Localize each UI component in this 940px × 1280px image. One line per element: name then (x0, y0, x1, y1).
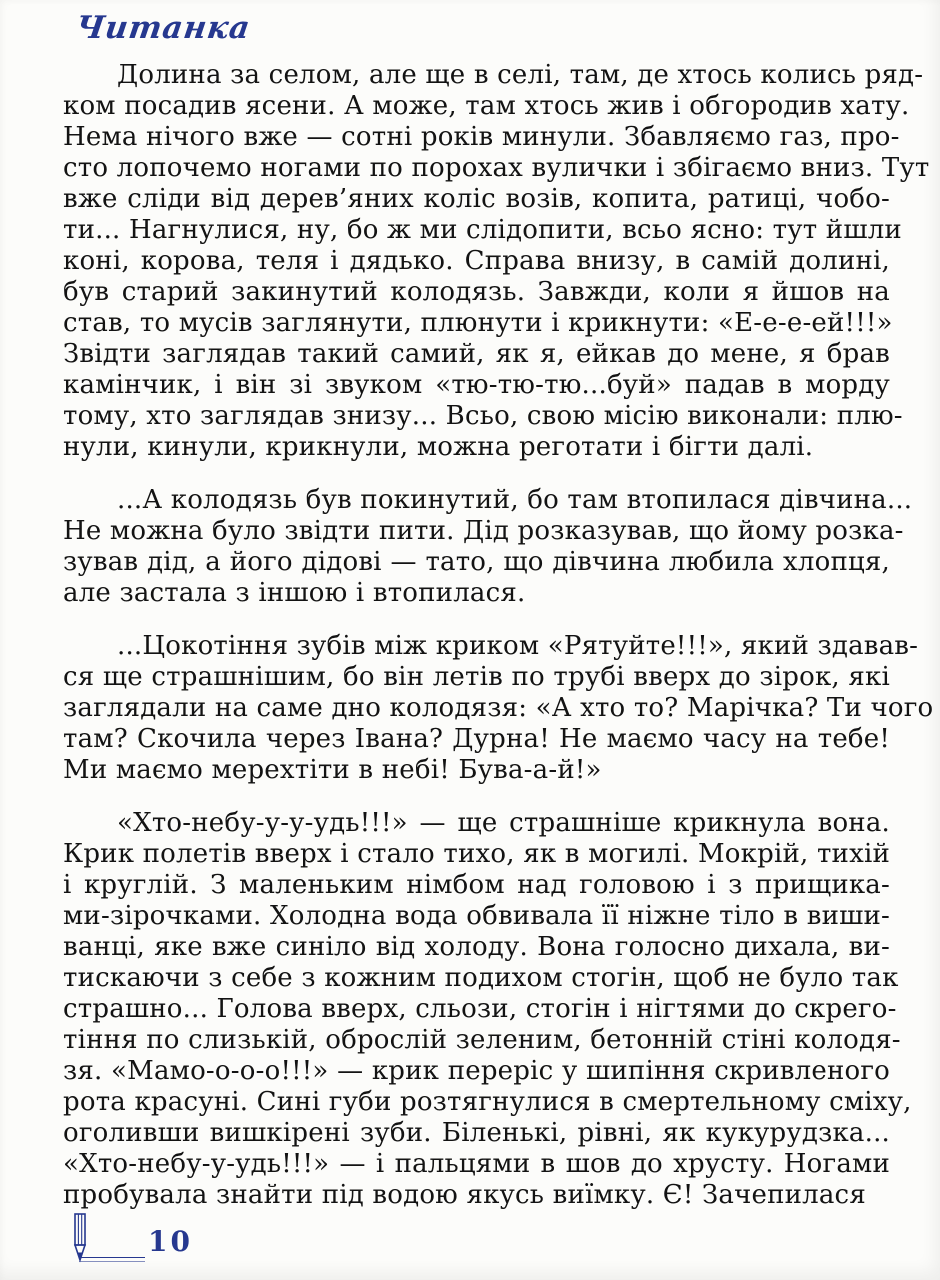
text-line: зував дід, а його дідові — тато, що дівчина любила хлопця, (63, 547, 890, 577)
text-line: коні, корова, теля і дядько. Справа внизу, в самій долині, (63, 246, 890, 276)
text-line: тискаючи з себе з кожним подихом стогін, щоб не було так (63, 963, 899, 993)
paragraph (63, 808, 912, 1211)
text-line: і круглій. З маленьким німбом над головою і з прищика- (63, 870, 890, 900)
text-line: Звідти заглядав такий самий, як я, ейкав до мене, я брав (63, 339, 890, 369)
text-line: рота красуні. Сині губи розтягнулися в смертельному сміху, (63, 1087, 912, 1117)
text-line: Ми маємо мерехтіти в небі! Бува-а-й!» (63, 755, 602, 785)
text-line: ...А колодязь був покинутий, бо там втопилася дівчина... (117, 485, 913, 515)
text-line: ми-зірочками. Холодна вода обвивала її ніжне тіло в виши- (63, 901, 890, 931)
paragraph (63, 485, 913, 609)
text-line: ти... Нагнулися, ну, бо ж ми слідопити, всьо ясно: тут йшли (63, 215, 902, 245)
text-line: нули, кинули, крикнули, можна реготати і бігти далі. (63, 432, 814, 462)
text-line: тіння по слизькій, оброслій зеленим, бетонній стіні колодя- (63, 1025, 901, 1055)
text-line: оголивши вишкірені зуби. Біленькі, рівні, як кукурудзка... (63, 1118, 890, 1148)
text-line: камінчик, і він зі звуком «тю-тю-тю...буй» падав в морду (63, 370, 890, 400)
page-number: 10 (148, 1225, 193, 1258)
text-line: Не можна було звідти пити. Дід розказував, що йому розка- (63, 516, 904, 546)
text-line: був старий закинутий колодязь. Завжди, коли я йшов на (63, 277, 890, 307)
text-column (63, 60, 934, 1211)
text-line: страшно... Голова вверх, сльози, стогін і нігтями до скрего- (63, 994, 897, 1024)
text-line: «Хто-небу-у-удь!!!» — і пальцями в шов до хрусту. Ногами (63, 1149, 890, 1179)
text-line: там? Скочила через Івана? Дурна! Не маємо часу на тебе! (63, 724, 890, 754)
text-line: сто лопочемо ногами по порохах вулички і збігаємо вниз. Тут (63, 153, 930, 183)
text-line: але застала з іншою і втопилася. (63, 578, 526, 608)
paragraph (63, 60, 930, 463)
text-line: ся ще страшнішим, бо він летів по трубі вверх до зірок, які (63, 662, 890, 692)
text-line: став, то мусів заглянути, плюнути і крикнути: «Е-е-е-ей!!!» (63, 308, 893, 338)
text-line: зя. «Мамо-о-о-о!!!» — крик переріс у шипіння скривленого (63, 1056, 890, 1086)
section-title: Читанка (73, 10, 253, 46)
text-line: «Хто-небу-у-у-удь!!!» — ще страшніше крикнула вона. (117, 808, 890, 838)
text-line: ванці, яке вже синіло від холоду. Вона голосно дихала, ви- (63, 932, 890, 962)
text-line: ком посадив ясени. А може, там хтось жив і обгородив хату. (63, 91, 910, 121)
paragraph (63, 631, 934, 786)
page-header (73, 10, 253, 58)
text-line: заглядали на саме дно колодязя: «А хто то? Марічка? Ти чого (63, 693, 934, 723)
text-line: Долина за селом, але ще в селі, там, де хтось колись ряд- (117, 60, 924, 90)
page-footer (66, 1212, 326, 1268)
text-line: вже сліди від дерев’яних коліс возів, копита, ратиці, чобо- (63, 184, 890, 214)
text-line: пробувала знайти під водою якусь виїмку. Є! Зачепилася (63, 1180, 866, 1210)
text-line: ...Цокотіння зубів між криком «Рятуйте!!!», який здавав- (117, 631, 919, 661)
text-line: Нема нічого вже — сотні років минули. Збавляємо газ, про- (63, 122, 900, 152)
text-line: Крик полетів вверх і стало тихо, як в могилі. Мокрій, тихій (63, 839, 890, 869)
text-line: тому, хто заглядав знизу... Всьо, свою місію виконали: плю- (63, 401, 903, 431)
footer-rule (79, 1257, 145, 1262)
